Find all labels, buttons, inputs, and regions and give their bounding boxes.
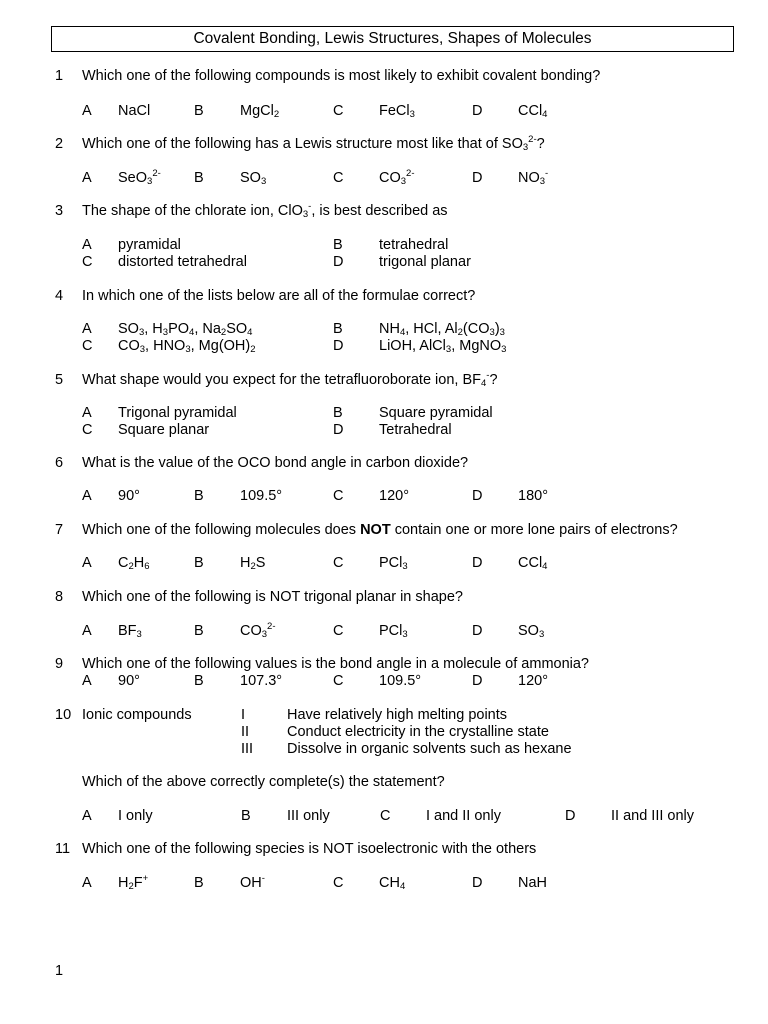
- question-text: Which one of the following values is the bond angle in a molecule of ammonia?: [82, 656, 589, 672]
- question-number: 11: [55, 841, 71, 857]
- option-c: 120°: [379, 488, 409, 504]
- option-letter: D: [333, 254, 344, 270]
- question-number: 10: [55, 707, 72, 723]
- option-b: 109.5°: [240, 488, 283, 504]
- option-letter: D: [472, 673, 483, 689]
- option-letter: C: [333, 623, 344, 639]
- option-letter: B: [194, 623, 204, 639]
- question-number: 2: [55, 136, 64, 152]
- option-b: Square pyramidal: [379, 405, 493, 421]
- statement-numeral: III: [241, 741, 254, 757]
- question-stem: Ionic compounds: [82, 707, 192, 723]
- option-letter: A: [82, 555, 92, 571]
- option-b: tetrahedral: [379, 237, 449, 253]
- option-d: Tetrahedral: [379, 422, 452, 438]
- option-a: $H_2F^+$: [118, 873, 149, 892]
- option-letter: A: [82, 321, 92, 337]
- option-b: $H_2S$: [240, 555, 266, 572]
- statement-numeral: II: [241, 724, 250, 740]
- option-letter: B: [333, 321, 343, 337]
- question-text: Which one of the following compounds is most likely to exhibit covalent bonding?: [82, 68, 601, 84]
- option-a: $SO_3$, $H_3PO_4$, $Na_2SO_4$: [118, 321, 253, 338]
- option-letter: D: [472, 103, 483, 119]
- option-letter: C: [333, 673, 344, 689]
- option-b: MgCl$_2$: [240, 103, 280, 120]
- option-c: distorted tetrahedral: [118, 254, 247, 270]
- option-d: trigonal planar: [379, 254, 471, 270]
- question-text: What shape would you expect for the tetrafluoroborate ion, $BF_4^-$?: [82, 370, 498, 389]
- option-letter: B: [241, 808, 251, 824]
- statement-text: Conduct electricity in the crystalline state: [287, 724, 549, 740]
- question-number: 1: [55, 68, 64, 84]
- option-d: $NO_3^-$: [518, 168, 549, 187]
- question-text: The shape of the chlorate ion, ClO$_3$-, is best described as: [82, 201, 448, 220]
- question-text: Which of the above correctly complete(s) the statement?: [82, 774, 445, 790]
- option-letter: C: [82, 422, 93, 438]
- question-text: Which one of the following species is NOT isoelectronic with the others: [82, 841, 537, 857]
- option-c: Square planar: [118, 422, 210, 438]
- option-letter: A: [82, 405, 92, 421]
- option-letter: C: [333, 875, 344, 891]
- option-a: $C_2H_6$: [118, 555, 150, 572]
- option-letter: D: [333, 338, 344, 354]
- option-letter: D: [565, 808, 576, 824]
- option-b: $SO_3$: [240, 170, 267, 187]
- option-a: 90°: [118, 488, 140, 504]
- option-c: $CO_3^{2-}$: [379, 168, 415, 187]
- option-letter: A: [82, 875, 92, 891]
- option-a: NaCl: [118, 103, 151, 119]
- question-number: 7: [55, 522, 64, 538]
- page-number: 1: [55, 963, 64, 979]
- option-letter: D: [472, 170, 483, 186]
- option-d: CCl$_4$: [518, 555, 548, 572]
- option-letter: C: [333, 488, 344, 504]
- statement-text: Dissolve in organic solvents such as hexane: [287, 741, 572, 757]
- option-d: 180°: [518, 488, 548, 504]
- option-letter: A: [82, 623, 92, 639]
- option-letter: B: [194, 488, 204, 504]
- option-d: 120°: [518, 673, 548, 689]
- option-c: FeCl$_3$: [379, 103, 415, 120]
- question-text: Which one of the following molecules does NOT contain one or more lone pairs of electrons?: [82, 522, 678, 538]
- option-letter: B: [194, 103, 204, 119]
- option-letter: C: [333, 170, 344, 186]
- option-d: LiOH, AlCl$_3$, MgNO$_3$: [379, 338, 507, 355]
- option-c: $CH_4$: [379, 875, 406, 892]
- option-b: $CO_3^{2-}$: [240, 621, 276, 640]
- option-a: pyramidal: [118, 237, 181, 253]
- question-text: Which one of the following is NOT trigonal planar in shape?: [82, 589, 463, 605]
- option-a: $BF_3$: [118, 623, 142, 640]
- option-c: I and II only: [426, 808, 501, 824]
- option-letter: B: [333, 405, 343, 421]
- question-text: What is the value of the OCO bond angle in carbon dioxide?: [82, 455, 469, 471]
- option-d: CCl$_4$: [518, 103, 548, 120]
- question-number: 6: [55, 455, 64, 471]
- option-letter: C: [82, 254, 93, 270]
- statement-numeral: I: [241, 707, 246, 723]
- option-b: $NH_4$, HCl, $Al_2(CO_3)_3$: [379, 321, 505, 338]
- option-b: OH-: [240, 873, 265, 891]
- option-letter: D: [472, 488, 483, 504]
- option-letter: B: [194, 673, 204, 689]
- option-letter: B: [194, 170, 204, 186]
- option-letter: B: [194, 875, 204, 891]
- option-c: 109.5°: [379, 673, 422, 689]
- option-letter: A: [82, 808, 92, 824]
- option-letter: B: [194, 555, 204, 571]
- option-b: 107.3°: [240, 673, 283, 689]
- option-letter: C: [333, 103, 344, 119]
- option-letter: C: [380, 808, 391, 824]
- question-number: 4: [55, 288, 64, 304]
- question-text: In which one of the lists below are all of the formulae correct?: [82, 288, 476, 304]
- option-c: PCl$_3$: [379, 555, 408, 572]
- option-letter: D: [472, 555, 483, 571]
- page-title: Covalent Bonding, Lewis Structures, Shapes of Molecules: [51, 26, 734, 52]
- question-number: 9: [55, 656, 64, 672]
- question-number: 8: [55, 589, 64, 605]
- option-letter: A: [82, 488, 92, 504]
- option-a: I only: [118, 808, 153, 824]
- option-letter: C: [82, 338, 93, 354]
- option-letter: A: [82, 103, 92, 119]
- option-letter: D: [472, 875, 483, 891]
- option-letter: D: [472, 623, 483, 639]
- option-letter: C: [333, 555, 344, 571]
- option-letter: B: [333, 237, 343, 253]
- question-number: 5: [55, 372, 64, 388]
- question-text: Which one of the following has a Lewis structure most like that of $SO_3^{2-}$?: [82, 134, 545, 153]
- option-b: III only: [287, 808, 330, 824]
- option-letter: A: [82, 170, 92, 186]
- option-d: NaH: [518, 875, 548, 891]
- option-c: PCl$_3$: [379, 623, 408, 640]
- option-c: $CO_3$, $HNO_3$, $Mg(OH)_2$: [118, 338, 256, 355]
- option-letter: D: [333, 422, 344, 438]
- option-d: II and III only: [611, 808, 695, 824]
- option-a: SeO$_3^{2-}$: [118, 168, 161, 187]
- option-a: Trigonal pyramidal: [118, 405, 237, 421]
- option-letter: A: [82, 673, 92, 689]
- option-letter: A: [82, 237, 92, 253]
- statement-text: Have relatively high melting points: [287, 707, 508, 723]
- question-number: 3: [55, 203, 64, 219]
- option-d: $SO_3$: [518, 623, 545, 640]
- option-a: 90°: [118, 673, 140, 689]
